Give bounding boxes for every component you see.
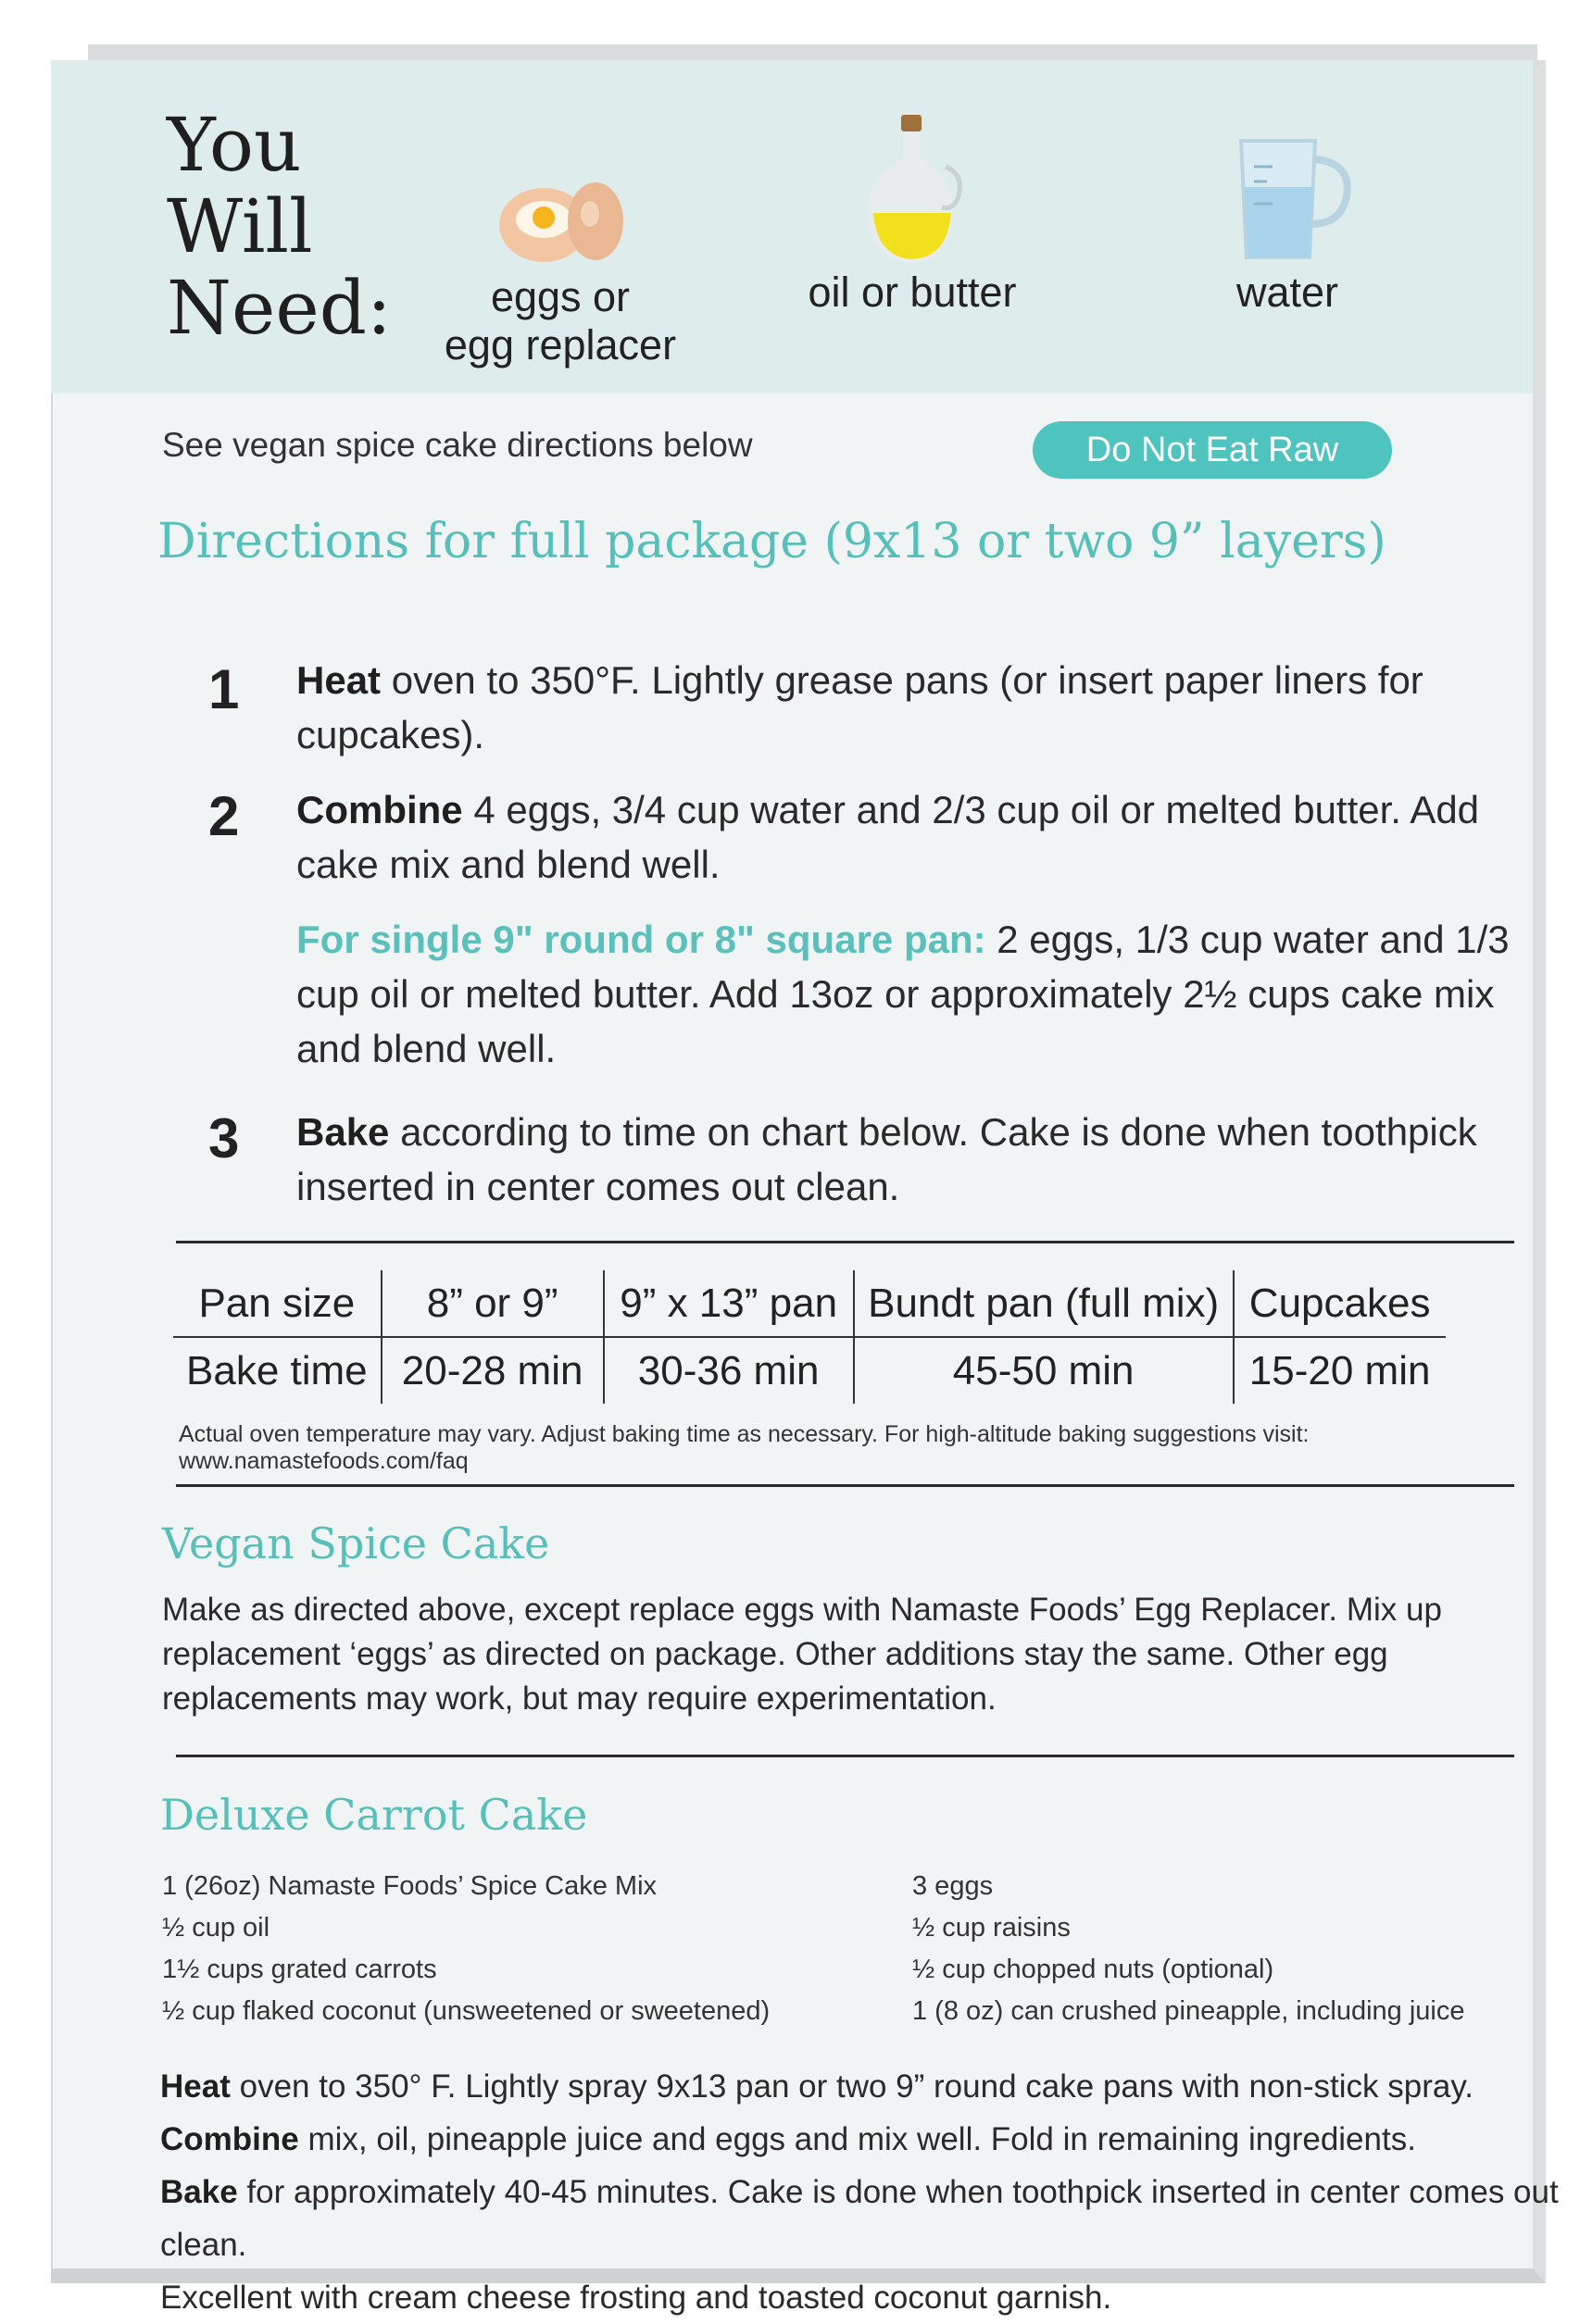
- step-verb: Combine: [160, 2121, 299, 2157]
- table-cell: Bake time: [186, 1347, 368, 1393]
- divider: [176, 1755, 1514, 1757]
- step-body: oven to 350° F. Lightly spray 9x13 pan or two 9” round cake pans with non-stick spray.: [230, 2068, 1473, 2105]
- step-verb: Combine: [296, 788, 463, 831]
- step-number: 3: [208, 1107, 240, 1169]
- carrot-closing: Excellent with cream cheese frosting and toasted coconut garnish.: [160, 2280, 1112, 2316]
- need-label: [421, 273, 699, 369]
- step-1-text: [296, 653, 1547, 762]
- fine-print: Actual oven temperature may vary. Adjust baking time as necessary. For high-altitude baking suggestions visit: www.namastefoods.com/faq: [179, 1421, 1310, 1474]
- step-verb: Bake: [160, 2174, 238, 2210]
- you-will-need-title: [167, 102, 408, 351]
- bake-time-table: [173, 1270, 1446, 1404]
- eggs-icon: [486, 162, 634, 273]
- carrot-step: [160, 2060, 1580, 2113]
- need-item-oil: [773, 111, 1051, 317]
- step-number: 2: [208, 785, 240, 847]
- need-title-line: Will: [167, 183, 313, 269]
- directions-title: Directions for full package (9x13 or two 9” layers): [157, 514, 1386, 569]
- need-title-line: You: [167, 102, 302, 188]
- need-label-line: egg replacer: [444, 321, 677, 369]
- table-cell: 8” or 9”: [382, 1270, 604, 1337]
- ingredient-item: 1 (26oz) Namaste Foods’ Spice Cake Mix: [162, 1871, 658, 1901]
- table-cell: Cupcakes: [1234, 1270, 1446, 1337]
- do-not-eat-raw-badge: Do Not Eat Raw: [1033, 421, 1392, 479]
- single-pan-label: For single 9" round or 8" square pan:: [296, 918, 986, 961]
- table-row: [173, 1270, 1446, 1337]
- step-body: 4 eggs, 3/4 cup water and 2/3 cup oil or melted butter. Add cake mix and blend well.: [296, 788, 1480, 886]
- divider: [176, 1241, 1514, 1243]
- table-cell: 45-50 min: [854, 1337, 1234, 1404]
- need-title-line: Need:: [167, 265, 392, 351]
- oil-bottle-icon: [857, 111, 968, 269]
- divider: [176, 1484, 1514, 1487]
- carrot-step: [160, 2113, 1580, 2166]
- package-back-panel: [51, 60, 1559, 2316]
- step-2-text: [296, 782, 1547, 892]
- step-number: 1: [208, 658, 240, 720]
- table-cell: 15-20 min: [1234, 1337, 1446, 1404]
- table-cell: Bundt pan (full mix): [854, 1270, 1234, 1337]
- step-verb: Heat: [160, 2068, 231, 2105]
- measuring-cup-icon: [1213, 130, 1361, 269]
- ingredient-item: ½ cup flaked coconut (unsweetened or sweetened): [162, 1996, 771, 2026]
- table-cell: 9” x 13” pan: [604, 1270, 854, 1337]
- need-label-line: eggs or: [490, 273, 631, 320]
- see-vegan-note: See vegan spice cake directions below: [162, 426, 753, 464]
- ingredient-item: ½ cup oil: [162, 1913, 270, 1943]
- single-pan-text: [296, 912, 1547, 1076]
- step-verb: Heat: [296, 658, 382, 702]
- step-body: according to time on chart below. Cake is done when toothpick inserted in center comes out clean.: [296, 1110, 1477, 1208]
- ingredient-item: ½ cup raisins: [912, 1913, 1071, 1943]
- ingredients-left: [162, 1866, 770, 2032]
- table-cell: 20-28 min: [382, 1337, 604, 1404]
- vegan-title: Vegan Spice Cake: [162, 1518, 550, 1568]
- single-pan-body: 2 eggs, 1/3 cup water and 1/3 cup oil or melted butter. Add 13oz or approximately 2½ cups cake mix and blend well.: [296, 918, 1510, 1070]
- step-3-text: [296, 1105, 1547, 1214]
- ingredient-item: ½ cup chopped nuts (optional): [912, 1955, 1274, 1984]
- vegan-text: Make as directed above, except replace eggs with Namaste Foods’ Egg Replacer. Mix up replacement ‘eggs’ as directed on package. Other additions stay the same. Other egg replacements may work, but may require experimentation.: [162, 1592, 1442, 1717]
- ingredients-right: [912, 1866, 1464, 2032]
- table-row: [173, 1337, 1446, 1404]
- table-cell: Pan size: [173, 1270, 382, 1337]
- need-label: water: [1235, 269, 1339, 316]
- table-cell: 30-36 min: [604, 1337, 854, 1404]
- need-label: oil or butter: [808, 269, 1017, 316]
- step-body: oven to 350°F. Lightly grease pans (or insert paper liners for cupcakes).: [296, 658, 1423, 756]
- need-item-water: [1148, 130, 1426, 317]
- step-verb: Bake: [296, 1110, 390, 1154]
- need-item-eggs: [421, 162, 699, 369]
- ingredient-item: 1 (8 oz) can crushed pineapple, including juice: [912, 1996, 1465, 2026]
- carrot-directions: [160, 2060, 1580, 2324]
- step-body: for approximately 40-45 minutes. Cake is done when toothpick inserted in center comes out clean.: [160, 2174, 1559, 2263]
- ingredient-item: 1½ cups grated carrots: [162, 1955, 437, 1984]
- ingredient-item: 3 eggs: [912, 1871, 994, 1901]
- carrot-title: Deluxe Carrot Cake: [160, 1790, 588, 1840]
- step-body: mix, oil, pineapple juice and eggs and mix well. Fold in remaining ingredients.: [298, 2121, 1416, 2157]
- carrot-step: [160, 2166, 1580, 2271]
